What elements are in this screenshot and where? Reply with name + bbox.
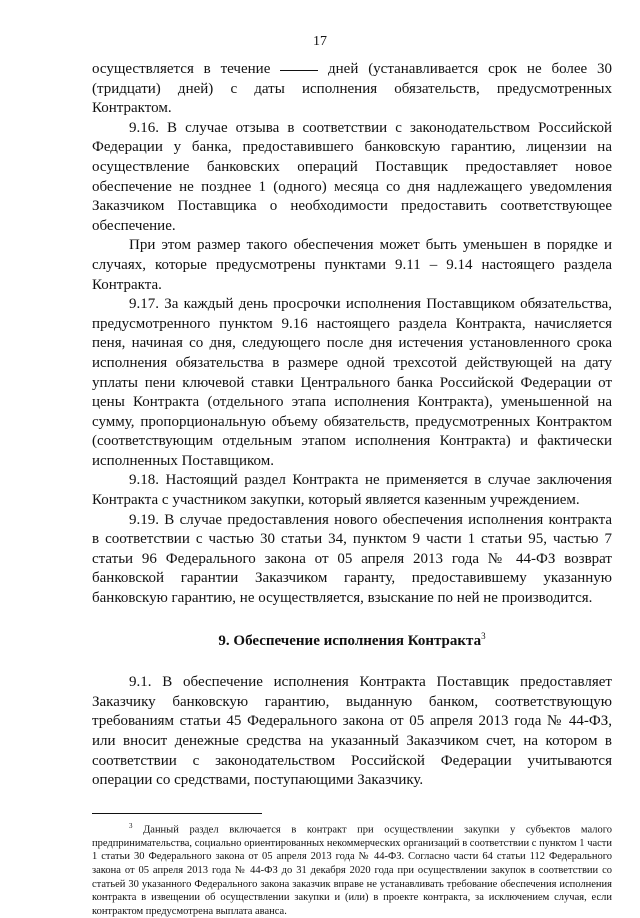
section-heading-text: 9. Обеспечение исполнения Контракта: [218, 632, 482, 649]
section-heading: [92, 627, 612, 652]
footnote-divider: [92, 813, 262, 814]
page-number: 17: [313, 34, 327, 49]
paragraph-9-1: 9.1. В обеспечение исполнения Контракта Поставщик предоставляет Заказчику банковскую гарантию, выданную банком, соответствующую требованиям статьи 45 Федерального закона от 05 апреля 2013 года № 44-ФЗ, или вносит денежные средства на указанный Заказчиком счет, на котором в соответствии с законодательством Российской Федерации учитываются операции со средствами, поступающими Заказчику.: [92, 674, 612, 789]
footnote: [92, 820, 612, 918]
footnote-reference[interactable]: 3: [481, 630, 486, 641]
paragraph-9-18: 9.18. Настоящий раздел Контракта не применяется в случае заключения Контракта с участником закупки, который является казенным учреждением.: [92, 472, 612, 509]
paragraph-9-17: 9.17. За каждый день просрочки исполнения Поставщиком обязательства, предусмотренного пунктом 9.16 настоящего раздела Контракта, начисляется пеня, начиная со дня, следующего после дня истечения установленного срока исполнения обязательства в размере одной трехсотой действующей на дату уплаты пени ключевой ставки Центрального банка Российской Федерации от цены Контракта (отдельного этапа исполнения Контракта), уменьшенной на сумму, пропорциональную объему обязательств, предусмотренных Контрактом (соответствующим отдельным этапом исполнения Контракта) и фактически исполненных Поставщиком.: [92, 296, 612, 469]
document-body: [92, 60, 612, 918]
paragraph-9-16: 9.16. В случае отзыва в соответствии с законодательством Российской Федерации у банка, предоставившего банковскую гарантию, лицензии на осуществление банковских операций Поставщик предоставляет новое обеспечение не позднее 1 (одного) месяца со дня надлежащего уведомления Заказчиком Поставщика о необходимости предоставить соответствующее обеспечение.: [92, 119, 612, 234]
paragraph-text: осуществляется в течение: [92, 61, 281, 77]
paragraph-text: дней (устанавливается срок не более 30 (тридцати) дней) с даты исполнения обязательств, предусмотренных Контрактом.: [92, 61, 613, 117]
paragraph-9-19: 9.19. В случае предоставления нового обеспечения исполнения контракта в соответствии с частью 30 статьи 34, пунктом 9 части 1 статьи 95, частью 7 статьи 96 Федерального закона от 05 апреля 2013 года № 44-ФЗ возврат банковской гарантии Заказчиком гаранту, предоставившему указанную банковскую гарантию, не осуществляется, взыскание по ней не производится.: [92, 511, 612, 607]
footnote-marker: 3: [129, 821, 133, 830]
footnote-text: Данный раздел включается в контракт при осуществлении закупки у субъектов малого предпринимательства, социально ориентированных некоммерческих организаций в соответствии с пунктом 1 части 1 статьи 30 Федерального закона от 05 апреля 2013 года № 44-ФЗ. Согласно части 64 статьи 112 Федерального закона от 05 апреля 2013 года № 44-ФЗ до 31 декабря 2020 года при осуществлении закупок в соответствии со статьей 30 указанного Федерального закона заказчик вправе не устанавливать требование обеспечения исполнения контракта в извещении об осуществлении закупки и (или) в проекте контракта, за исключением случая, если контрактом предусмотрена выплата аванса.: [92, 824, 612, 917]
paragraph-9-16-note: При этом размер такого обеспечения может быть уменьшен в порядке и случаях, которые предусмотрены пунктами 9.11 – 9.14 настоящего раздела Контракта.: [92, 237, 612, 293]
paragraph-continuation: [92, 60, 612, 119]
blank-line: [280, 70, 318, 71]
